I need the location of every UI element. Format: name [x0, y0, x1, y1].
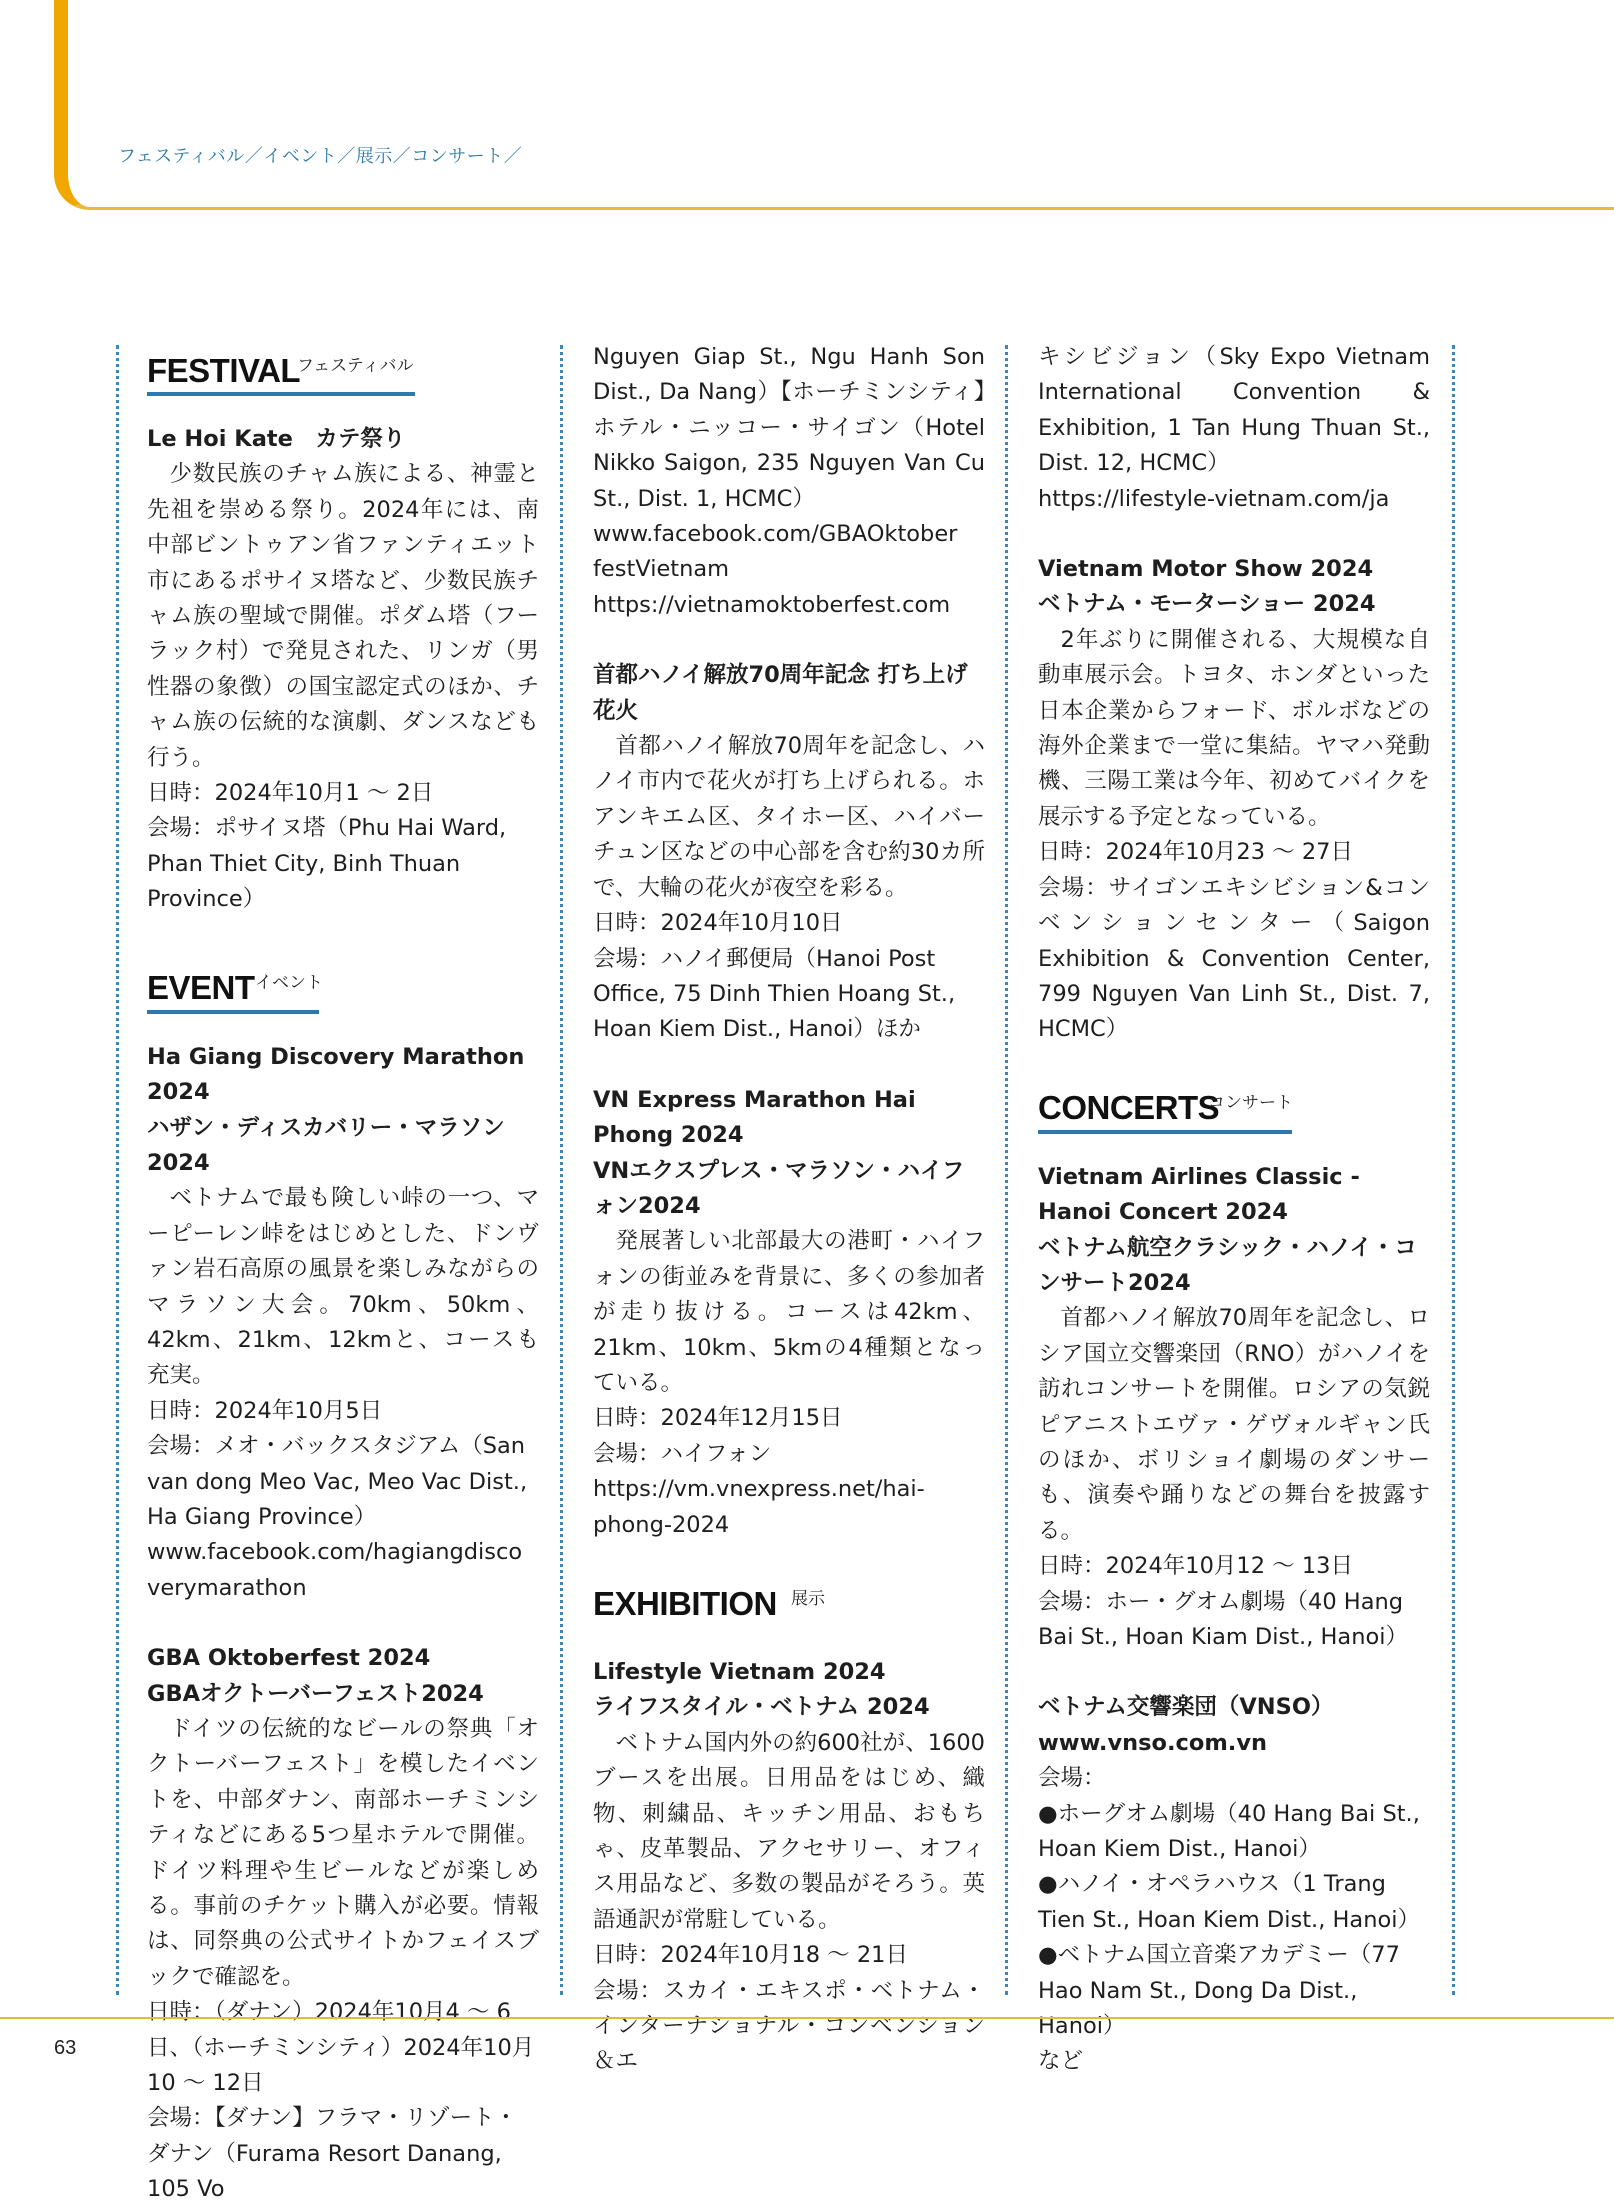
event-venue: ●ホーグオム劇場（40 Hang Bai St., Hoan Kiem Dist., Hanoi）: [1038, 1800, 1420, 1863]
section-title: EVENT: [147, 969, 255, 1007]
footer-rule: [0, 2017, 1614, 2019]
event-title-ja: ライフスタイル・ベトナム 2024: [593, 1694, 930, 1721]
event-venue: ●ハノイ・オペラハウス（1 Trang Tien St., Hoan Kiem Dist., Hanoi）: [1038, 1871, 1420, 1933]
event-title-ja: VNエクスプレス・マラソン・ハイフォン2024: [593, 1157, 965, 1219]
column-2: [593, 340, 985, 2075]
event-url[interactable]: festVietnam: [593, 556, 730, 583]
section-heading-event: [147, 962, 539, 1014]
header-accent: [54, 0, 1614, 210]
event-venue: 会場：ハノイ郵便局（Hanoi Post Office, 75 Dinh Thien Hoang St., Hoan Kiem Dist., Hanoi）ほか: [593, 945, 956, 1043]
section-title: FESTIVAL: [147, 351, 301, 389]
column-divider: [1452, 345, 1455, 1995]
event-title: Ha Giang Discovery Marathon 2024: [147, 1043, 525, 1106]
section-underline: [147, 392, 415, 396]
event-venue: 会場：【ダナン】フラマ・リゾート・ダナン（Furama Resort Danang, 105 Vo: [147, 2105, 518, 2203]
event-date: 日時：2024年10月5日: [147, 1397, 383, 1424]
column-3: [1038, 340, 1430, 2075]
event-date: 日時：2024年10月23 ～ 27日: [1038, 839, 1353, 866]
event-title-ja: ハザン・ディスカバリー・マラソン2024: [147, 1114, 505, 1176]
section-title: EXHIBITION: [593, 1584, 777, 1622]
event-description: ベトナム国内外の約600社が、1600ブースを出展。日用品をはじめ、織物、刺繍品、キッチン用品、おもちゃ、皮革製品、アクセサリー、オフィス用品など、多数の製品がそろう。英語通訳が常駐している。: [593, 1729, 985, 1933]
section-subtitle: フェスティバル: [297, 355, 414, 376]
section-underline: [1038, 1130, 1292, 1134]
event-title-ja: ベトナム航空クラシック・ハノイ・コンサート2024: [1038, 1234, 1417, 1296]
section-subtitle: 展示: [791, 1588, 825, 1609]
event-url[interactable]: https://vm.vnexpress.net/hai-: [593, 1476, 925, 1503]
event-date: 日時：2024年10月12 ～ 13日: [1038, 1553, 1353, 1580]
event-venue: 会場：ハイフォン: [593, 1440, 772, 1467]
event-description: ドイツの伝統的なビールの祭典「オクトーバーフェスト」を模したイベントを、中部ダナン、南部ホーチミンシティなどにある5つ星ホテルで開催。ドイツ料理や生ビールなどが楽しめる。事前のチケット購入が必要。情報は、同祭典の公式サイトかフェイスブックで確認を。: [147, 1716, 539, 1990]
page-number: 63: [54, 2037, 77, 2059]
column-divider: [116, 345, 119, 1995]
section-heading-exhibition: [593, 1577, 985, 1629]
event-title: GBA Oktoberfest 2024: [147, 1645, 431, 1672]
event-venue: Nguyen Giap St., Ngu Hanh Son Dist., Da Nang）【ホーチミンシティ】ホテル・ニッコー・サイゴン（Hotel Nikko Saigon, 235 Nguyen Van Cu St., Dist. 1, HCMC）: [593, 344, 985, 512]
event-url[interactable]: www.facebook.com/hagiangdisco: [147, 1539, 523, 1566]
event-title: ベトナム交響楽団（VNSO）: [1038, 1694, 1334, 1721]
event-date: 日時：2024年10月18 ～ 21日: [593, 1942, 908, 1969]
event-date: 日時：2024年10月10日: [593, 910, 843, 937]
event-url[interactable]: verymarathon: [147, 1574, 307, 1601]
section-underline: [147, 1010, 319, 1014]
event-venue: 会場：スカイ・エキスポ・ベトナム・インターナショナル・コンベンション＆エ: [593, 1977, 985, 2075]
event-title: Vietnam Motor Show 2024: [1038, 556, 1374, 583]
event-venue: 会場：サイゴンエキシビション&コンベンションセンター（Saigon Exhibition & Convention Center, 799 Nguyen Van Linh St., Dist. 7, HCMC）: [1038, 874, 1430, 1043]
event-url[interactable]: phong-2024: [593, 1511, 730, 1538]
column-divider: [1005, 345, 1008, 1995]
event-description: 発展著しい北部最大の港町・ハイフォンの街並みを背景に、多くの参加者が走り抜ける。コースは42km、21km、10km、5kmの4種類となっている。: [593, 1228, 985, 1396]
event-url[interactable]: https://lifestyle-vietnam.com/ja: [1038, 485, 1390, 512]
column-divider: [560, 345, 563, 1995]
section-heading-festival: [147, 344, 539, 396]
event-date: 日時：2024年12月15日: [593, 1405, 843, 1432]
event-description: ベトナムで最も険しい峠の一つ、マーピーレン峠をはじめとした、ドンヴァン岩石高原の風景を楽しみながらのマラソン大会。70km、50km、42km、21km、12kmと、コースも充実。: [147, 1185, 539, 1389]
event-title: VN Express Marathon Hai Phong 2024: [593, 1086, 916, 1149]
event-venue: キシビジョン（Sky Expo Vietnam International Convention & Exhibition, 1 Tan Hung Thuan St., Dist. 12, HCMC）: [1038, 344, 1430, 477]
event-venue-label: 会場：: [1038, 1765, 1106, 1792]
event-url[interactable]: www.vnso.com.vn: [1038, 1729, 1268, 1756]
event-venue: ●ベトナム国立音楽アカデミー（77 Hao Nam St., Dong Da Dist., Hanoi）: [1038, 1942, 1400, 2040]
event-date: 日時：2024年10月1 ～ 2日: [147, 780, 434, 807]
section-subtitle: コンサート: [1208, 1093, 1293, 1114]
header-bar: [0, 0, 1614, 210]
event-description: 首都ハノイ解放70周年を記念し、ロシア国立交響楽団（RNO）がハノイを訪れコンサートを開催。ロシアの気鋭ピアニストエヴァ・ゲヴォルギャン氏のほか、ボリショイ劇場のダンサーも、演奏や踊りなどの舞台を披露する。: [1038, 1305, 1430, 1544]
event-date: 日時：（ダナン）2024年10月4 ～ 6日、（ホーチミンシティ）2024年10月10 ～ 12日: [147, 1999, 535, 2097]
event-title: Lifestyle Vietnam 2024: [593, 1659, 886, 1685]
event-venue: 会場：メオ・バックスタジアム（San van dong Meo Vac, Meo Vac Dist., Ha Giang Province）: [147, 1433, 528, 1530]
event-title: Le Hoi Kate カテ祭り: [147, 426, 406, 452]
event-url[interactable]: www.facebook.com/GBAOktober: [593, 521, 958, 548]
event-title-ja: ベトナム・モーターショー 2024: [1038, 591, 1376, 618]
section-subtitle: イベント: [255, 973, 323, 994]
event-description: 首都ハノイ解放70周年を記念し、ハノイ市内で花火が打ち上げられる。ホアンキエム区、タイホー区、ハイバーチュン区などの中心部を含む約30カ所で、大輪の花火が夜空を彩る。: [593, 733, 985, 901]
event-venue: 会場：ポサイヌ塔（Phu Hai Ward, Phan Thiet City, Binh Thuan Province）: [147, 815, 507, 913]
event-title: 首都ハノイ解放70周年記念 打ち上げ花火: [593, 662, 968, 724]
section-title: CONCERTS: [1038, 1089, 1220, 1127]
event-description: 2年ぶりに開催される、大規模な自動車展示会。トヨタ、ホンダといった日本企業からフォード、ボルボなどの海外企業まで一堂に集結。ヤマハ発動機、三陽工業は今年、初めてバイクを展示する予定となっている。: [1038, 626, 1430, 830]
event-title-ja: GBAオクトーバーフェスト2024: [147, 1680, 484, 1707]
section-heading-concerts: [1038, 1082, 1430, 1134]
event-url[interactable]: https://vietnamoktoberfest.com: [593, 591, 951, 618]
breadcrumb: フェスティバル／イベント／展示／コンサート／: [118, 146, 523, 167]
event-title: Vietnam Airlines Classic - Hanoi Concert 2024: [1038, 1163, 1360, 1226]
event-venue: 会場：ホー・グオム劇場（40 Hang Bai St., Hoan Kiam Dist., Hanoi）: [1038, 1588, 1408, 1650]
event-description: 少数民族のチャム族による、神霊と先祖を崇める祭り。2024年には、南中部ビントゥアン省ファンティエット市にあるポサイヌ塔など、少数民族チャム族の聖域で開催。ポダム塔（フーラック村）で発見された、リンガ（男性器の象徴）の国宝認定式のほか、チャム族の伝統的な演劇、ダンスなども行う。: [147, 461, 539, 771]
event-venue-tail: など: [1038, 2048, 1084, 2075]
column-1: [147, 340, 539, 2203]
